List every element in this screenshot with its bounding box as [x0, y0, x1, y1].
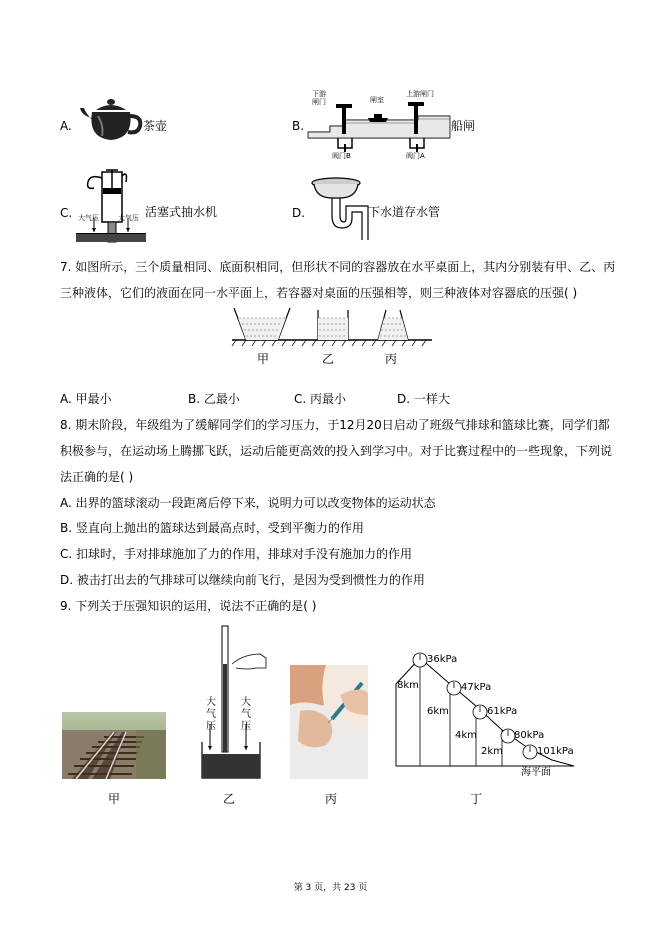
question-7-stem-line2: 三种液体，它们的液面在同一水平面上，若容器对桌面的压强相等，则三种液体对容器底的压强( ) [60, 286, 578, 300]
figure-bing-label: 丙 [325, 792, 338, 806]
barometer-air-right-label: 大 气 压 [241, 697, 251, 732]
pressure-101kpa-label: 101kPa [537, 746, 574, 757]
barometer-air-left-label: 大 气 压 [206, 697, 216, 732]
sewer-trap-diagram [306, 176, 370, 240]
q7-option-a[interactable]: A. 甲最小 [60, 392, 112, 406]
upstream-gate-label: 上游闸门 [406, 90, 434, 98]
option-letter: D. [292, 206, 306, 220]
container-jia-label: 甲 [257, 352, 270, 366]
question-8-stem-line1: 8. 期末阶段，年级组为了缓解同学们的学习压力，于12月20日启动了班级气排球和篮球比赛，同学们都 [60, 418, 610, 432]
q8-option-a[interactable]: A. 出界的篮球滚动一段距离后停下来，说明力可以改变物体的运动状态 [60, 496, 436, 510]
three-containers-figure [232, 304, 432, 350]
piston-pump-label: 活塞式抽水机 [145, 205, 218, 219]
option-letter: B. [292, 119, 305, 133]
height-8km-label: 8km [397, 680, 419, 691]
question-7-stem-line1: 7. 如图所示，三个质量相同、底面积相同，但形状不同的容器放在水平桌面上，其内分别装有甲、乙、丙 [60, 260, 616, 274]
q8-option-b[interactable]: B. 竖直向上抛出的篮球达到最高点时，受到平衡力的作用 [60, 521, 364, 535]
q7-option-d[interactable]: D. 一样大 [397, 392, 450, 406]
pressure-61kpa-label: 61kPa [487, 706, 518, 717]
sewer-trap-label: 下水道存水管 [368, 205, 441, 219]
question-8-stem-line3: 法正确的是( ) [60, 470, 134, 484]
option-letter: C. [60, 206, 73, 220]
railway-track-photo [62, 712, 166, 779]
page-footer: 第 3 页，共 23 页 [293, 883, 368, 893]
height-6km-label: 6km [427, 706, 449, 717]
teapot-label: 茶壶 [143, 119, 168, 133]
pressure-47kpa-label: 47kPa [461, 682, 492, 693]
container-bing-label: 丙 [385, 352, 398, 366]
air-pressure-right-label: 大气压 [118, 214, 139, 222]
figure-jia-label: 甲 [108, 792, 121, 806]
sea-level-label: 海平面 [521, 767, 551, 778]
pressure-36kpa-label: 36kPa [427, 654, 458, 665]
q7-option-b[interactable]: B. 乙最小 [188, 392, 240, 406]
figure-ding-label: 丁 [470, 792, 483, 806]
piston-pump-diagram [76, 168, 146, 246]
q7-option-c[interactable]: C. 丙最小 [294, 392, 347, 406]
question-9-stem: 9. 下列关于压强知识的运用，说法不正确的是( ) [60, 599, 317, 613]
height-2km-label: 2km [481, 746, 503, 757]
pressure-80kpa-label: 80kPa [514, 730, 545, 741]
figure-yi-label: 乙 [223, 792, 236, 806]
lock-chamber-label: 闸室 [370, 96, 384, 104]
height-4km-label: 4km [455, 730, 477, 741]
valve-b-label: 阀门B [332, 152, 351, 160]
downstream-gate-label: 下游 闸门 [312, 90, 326, 106]
valve-a-label: 阀门A [406, 152, 425, 160]
teapot-image [78, 98, 144, 142]
injection-photo [290, 665, 368, 779]
q8-option-d[interactable]: D. 被击打出去的气排球可以继续向前飞行，是因为受到惯性力的作用 [60, 573, 425, 587]
container-yi-label: 乙 [322, 352, 335, 366]
q8-option-c[interactable]: C. 扣球时，手对排球施加了力的作用，排球对手没有施加力的作用 [60, 547, 413, 561]
option-letter: A. [60, 119, 72, 133]
question-8-stem-line2: 积极参与，在运动场上腾挪飞跃，运动后能更高效的投入到学习中。对于比赛过程中的一些现象，下列说 [60, 444, 613, 458]
ship-lock-label: 船闸 [451, 119, 476, 133]
air-pressure-left-label: 大气压 [78, 214, 99, 222]
